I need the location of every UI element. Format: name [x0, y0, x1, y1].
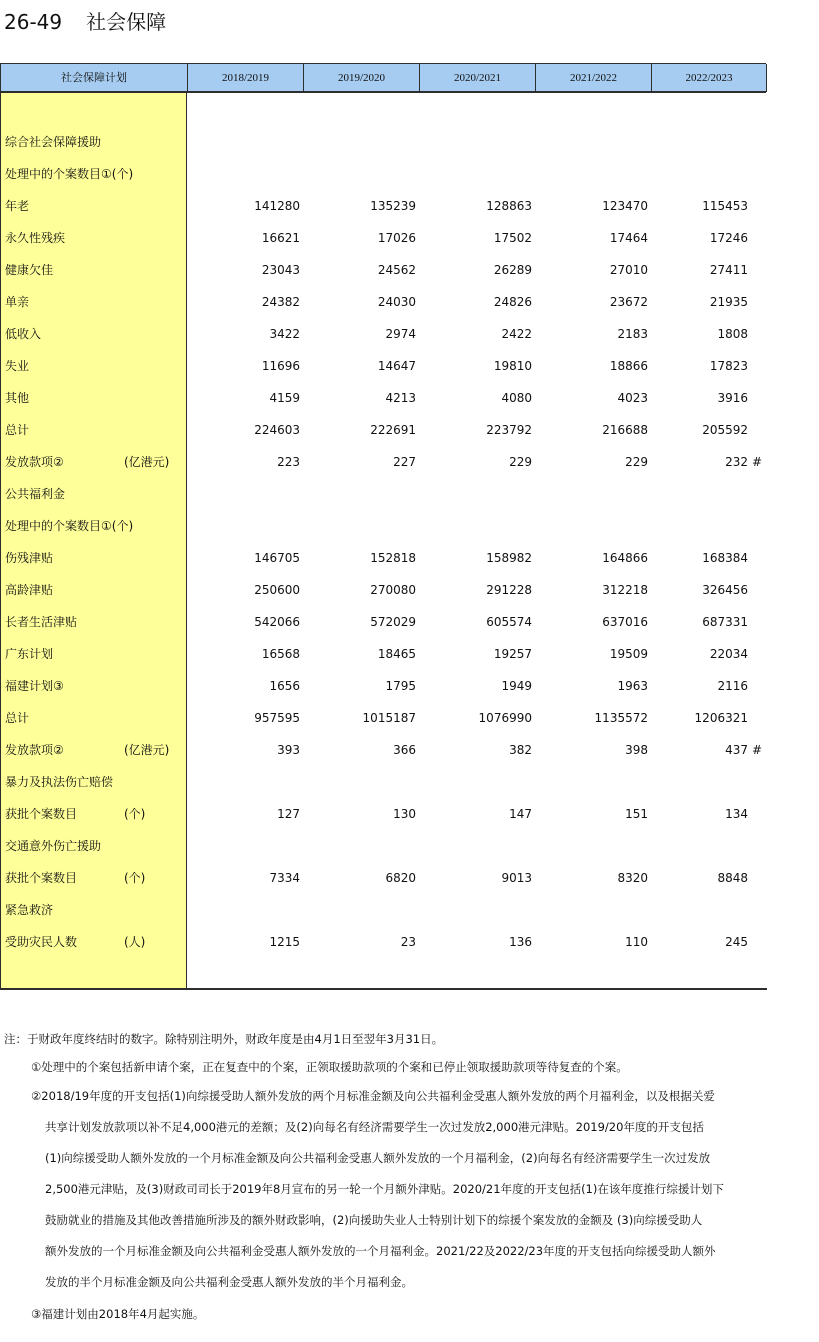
cell-value: 9013	[501, 871, 532, 885]
row-label: 失业	[5, 359, 30, 373]
cell-value: 1949	[501, 679, 532, 693]
cell-value: 135239	[370, 199, 416, 213]
row-label: 交通意外伤亡援助	[5, 839, 102, 853]
cell-value: 24562	[377, 263, 416, 277]
cell-value: 23043	[261, 263, 300, 277]
row-label: 处理中的个案数目①(个)	[5, 519, 134, 533]
table-row	[0, 163, 766, 185]
table-row	[0, 451, 766, 473]
cell-value: 1795	[385, 679, 416, 693]
cell-value: 24826	[493, 295, 532, 309]
table-row	[0, 259, 766, 281]
cell-value: 115453	[702, 199, 748, 213]
cell-value: 23672	[609, 295, 648, 309]
cell-value: 19509	[609, 647, 648, 661]
cell-value: 2183	[617, 327, 648, 341]
cell-value: 1808	[717, 327, 748, 341]
table-title: 社会保障	[86, 10, 167, 34]
cell-value: 146705	[254, 551, 300, 565]
table-bottom-rule	[0, 988, 767, 990]
row-label: 广东计划	[5, 647, 54, 661]
cell-value: 1135572	[594, 711, 648, 725]
row-label: 伤残津贴	[5, 551, 54, 565]
cell-value: 1963	[617, 679, 648, 693]
table-row	[0, 931, 766, 953]
cell-value: 127	[277, 807, 300, 821]
cell-value: 223	[277, 455, 300, 469]
cell-value: 17464	[609, 231, 648, 245]
cell-value: 2116	[717, 679, 748, 693]
cell-value: 3916	[717, 391, 748, 405]
cell-value: 17823	[709, 359, 748, 373]
cell-value: 21935	[709, 295, 748, 309]
table-row	[0, 355, 766, 377]
table-row	[0, 643, 766, 665]
cell-value: 1015187	[362, 711, 416, 725]
row-label: 其他	[5, 391, 30, 405]
cell-value: 16568	[261, 647, 300, 661]
table-row	[0, 771, 766, 793]
cell-value: 957595	[254, 711, 300, 725]
table-row	[0, 515, 766, 537]
header-program: 社会保障计划	[0, 64, 187, 92]
table-row	[0, 547, 766, 569]
row-label: 发放款项②	[5, 743, 64, 757]
cell-value: 393	[277, 743, 300, 757]
cell-value: 6820	[385, 871, 416, 885]
cell-value: 7334	[269, 871, 300, 885]
table-row	[0, 291, 766, 313]
row-label: 紧急救济	[5, 903, 54, 917]
cell-value: 14647	[377, 359, 416, 373]
cell-value: 134	[725, 807, 748, 821]
cell-value: 19257	[493, 647, 532, 661]
cell-value: 437	[725, 743, 748, 757]
cell-value: 136	[509, 935, 532, 949]
cell-value: 168384	[702, 551, 748, 565]
cell-value: 222691	[370, 423, 416, 437]
row-label: 发放款项②	[5, 455, 64, 469]
row-label: 单亲	[5, 295, 30, 309]
cell-value: 24030	[377, 295, 416, 309]
cell-value: 27010	[609, 263, 648, 277]
row-label: 永久性残疾	[5, 231, 66, 245]
cell-value: 1076990	[478, 711, 532, 725]
row-label: 福建计划③	[5, 679, 64, 693]
cell-value: 229	[509, 455, 532, 469]
table-row	[0, 131, 766, 153]
cell-value: 152818	[370, 551, 416, 565]
table-row	[0, 707, 766, 729]
header-year: 2018/2019	[187, 64, 303, 92]
table-row	[0, 899, 766, 921]
cell-value: 245	[725, 935, 748, 949]
row-unit: (人)	[124, 935, 146, 949]
note-line: 鼓励就业的措施及其他改善措施所涉及的额外财政影响，(2)向援助失业人士特别计划下的综援个案发放的金额及 (3)向综援受助人	[45, 1213, 703, 1227]
cell-value: 17502	[493, 231, 532, 245]
cell-value: 8848	[717, 871, 748, 885]
cell-value: 110	[625, 935, 648, 949]
cell-value: 605574	[486, 615, 532, 629]
row-label: 公共福利金	[5, 487, 66, 501]
table-row	[0, 835, 766, 857]
cell-value: 224603	[254, 423, 300, 437]
cell-value: 17246	[709, 231, 748, 245]
row-label: 综合社会保障援助	[5, 135, 102, 149]
row-unit: (亿港元)	[124, 455, 170, 469]
table-row	[0, 195, 766, 217]
cell-value: 4213	[385, 391, 416, 405]
cell-value: 17026	[377, 231, 416, 245]
table-row	[0, 739, 766, 761]
cell-value: 8320	[617, 871, 648, 885]
page-title	[4, 6, 166, 35]
row-label: 年老	[5, 199, 30, 213]
row-label: 长者生活津贴	[5, 615, 78, 629]
table-row	[0, 675, 766, 697]
note-line: 共享计划发放款项以补不足4,000港元的差额；及(2)向每名有经济需要学生一次过发放2,000港元津贴。2019/20年度的开支包括	[45, 1120, 704, 1134]
table-row	[0, 419, 766, 441]
table-row	[0, 579, 766, 601]
cell-value: 4023	[617, 391, 648, 405]
cell-value: 158982	[486, 551, 532, 565]
note-line: (1)向综援受助人额外发放的一个月标准金额及向公共福利金受惠人额外发放的一个月福利金，(2)向每名有经济需要学生一次过发放	[45, 1151, 711, 1165]
provisional-flag: #	[752, 455, 763, 469]
row-unit: (个)	[124, 871, 146, 885]
cell-value: 229	[625, 455, 648, 469]
table-row	[0, 803, 766, 825]
row-label: 健康欠佳	[5, 263, 54, 277]
cell-value: 141280	[254, 199, 300, 213]
note-line: 发放的半个月标准金额及向公共福利金受惠人额外发放的半个月福利金。	[45, 1275, 413, 1289]
cell-value: 24382	[261, 295, 300, 309]
cell-value: 250600	[254, 583, 300, 597]
table-row	[0, 227, 766, 249]
row-label: 处理中的个案数目①(个)	[5, 167, 134, 181]
cell-value: 3422	[269, 327, 300, 341]
note-line: 注：于财政年度终结时的数字。除特别注明外，财政年度是由4月1日至翌年3月31日。	[4, 1032, 444, 1046]
cell-value: 27411	[709, 263, 748, 277]
row-label: 获批个案数目	[5, 871, 78, 885]
row-label: 获批个案数目	[5, 807, 78, 821]
cell-value: 270080	[370, 583, 416, 597]
cell-value: 2422	[501, 327, 532, 341]
table-row	[0, 387, 766, 409]
cell-value: 18465	[377, 647, 416, 661]
row-label: 低收入	[5, 327, 42, 341]
cell-value: 4159	[269, 391, 300, 405]
note-line: ②2018/19年度的开支包括(1)向综援受助人额外发放的两个月标准金额及向公共福利金受惠人额外发放的两个月福利金，以及根据关爱	[31, 1089, 715, 1103]
header-year: 2020/2021	[419, 64, 535, 92]
note-line: 2,500港元津贴，及(3)财政司司长于2019年8月宣布的另一轮一个月额外津贴。2020/21年度的开支包括(1)在该年度推行综援计划下	[45, 1182, 724, 1196]
cell-value: 326456	[702, 583, 748, 597]
cell-value: 291228	[486, 583, 532, 597]
cell-value: 1206321	[694, 711, 748, 725]
cell-value: 151	[625, 807, 648, 821]
cell-value: 2974	[385, 327, 416, 341]
provisional-flag: #	[752, 743, 763, 757]
table-number: 26-49	[4, 10, 63, 34]
cell-value: 18866	[609, 359, 648, 373]
row-label: 高龄津贴	[5, 583, 54, 597]
cell-value: 205592	[702, 423, 748, 437]
cell-value: 227	[393, 455, 416, 469]
cell-value: 312218	[602, 583, 648, 597]
cell-value: 130	[393, 807, 416, 821]
note-line: ①处理中的个案包括新申请个案，正在复查中的个案，正领取援助款项的个案和已停止领取援助款项等待复查的个案。	[31, 1060, 628, 1074]
table-row	[0, 611, 766, 633]
cell-value: 11696	[261, 359, 300, 373]
row-label: 暴力及执法伤亡赔偿	[5, 775, 114, 789]
cell-value: 223792	[486, 423, 532, 437]
cell-value: 16621	[261, 231, 300, 245]
cell-value: 147	[509, 807, 532, 821]
cell-value: 542066	[254, 615, 300, 629]
cell-value: 232	[725, 455, 748, 469]
row-unit: (亿港元)	[124, 743, 170, 757]
cell-value: 26289	[493, 263, 532, 277]
cell-value: 4080	[501, 391, 532, 405]
cell-value: 637016	[602, 615, 648, 629]
cell-value: 164866	[602, 551, 648, 565]
cell-value: 398	[625, 743, 648, 757]
header-year: 2021/2022	[535, 64, 651, 92]
table-row	[0, 323, 766, 345]
row-label: 受助灾民人数	[5, 935, 78, 949]
cell-value: 1656	[269, 679, 300, 693]
row-label: 总计	[5, 423, 30, 437]
table-header	[0, 63, 766, 93]
cell-value: 366	[393, 743, 416, 757]
row-unit: (个)	[124, 807, 146, 821]
note-line: 额外发放的一个月标准金额及向公共福利金受惠人额外发放的一个月福利金。2021/22及2022/23年度的开支包括向综援受助人额外	[45, 1244, 716, 1258]
cell-value: 19810	[493, 359, 532, 373]
table-row	[0, 867, 766, 889]
cell-value: 687331	[702, 615, 748, 629]
header-year: 2019/2020	[303, 64, 419, 92]
row-label: 总计	[5, 711, 30, 725]
cell-value: 128863	[486, 199, 532, 213]
table-row	[0, 483, 766, 505]
cell-value: 123470	[602, 199, 648, 213]
cell-value: 572029	[370, 615, 416, 629]
cell-value: 22034	[709, 647, 748, 661]
header-year: 2022/2023	[651, 64, 767, 92]
cell-value: 23	[400, 935, 416, 949]
note-line: ③福建计划由2018年4月起实施。	[31, 1307, 205, 1321]
cell-value: 1215	[269, 935, 300, 949]
cell-value: 382	[509, 743, 532, 757]
cell-value: 216688	[602, 423, 648, 437]
